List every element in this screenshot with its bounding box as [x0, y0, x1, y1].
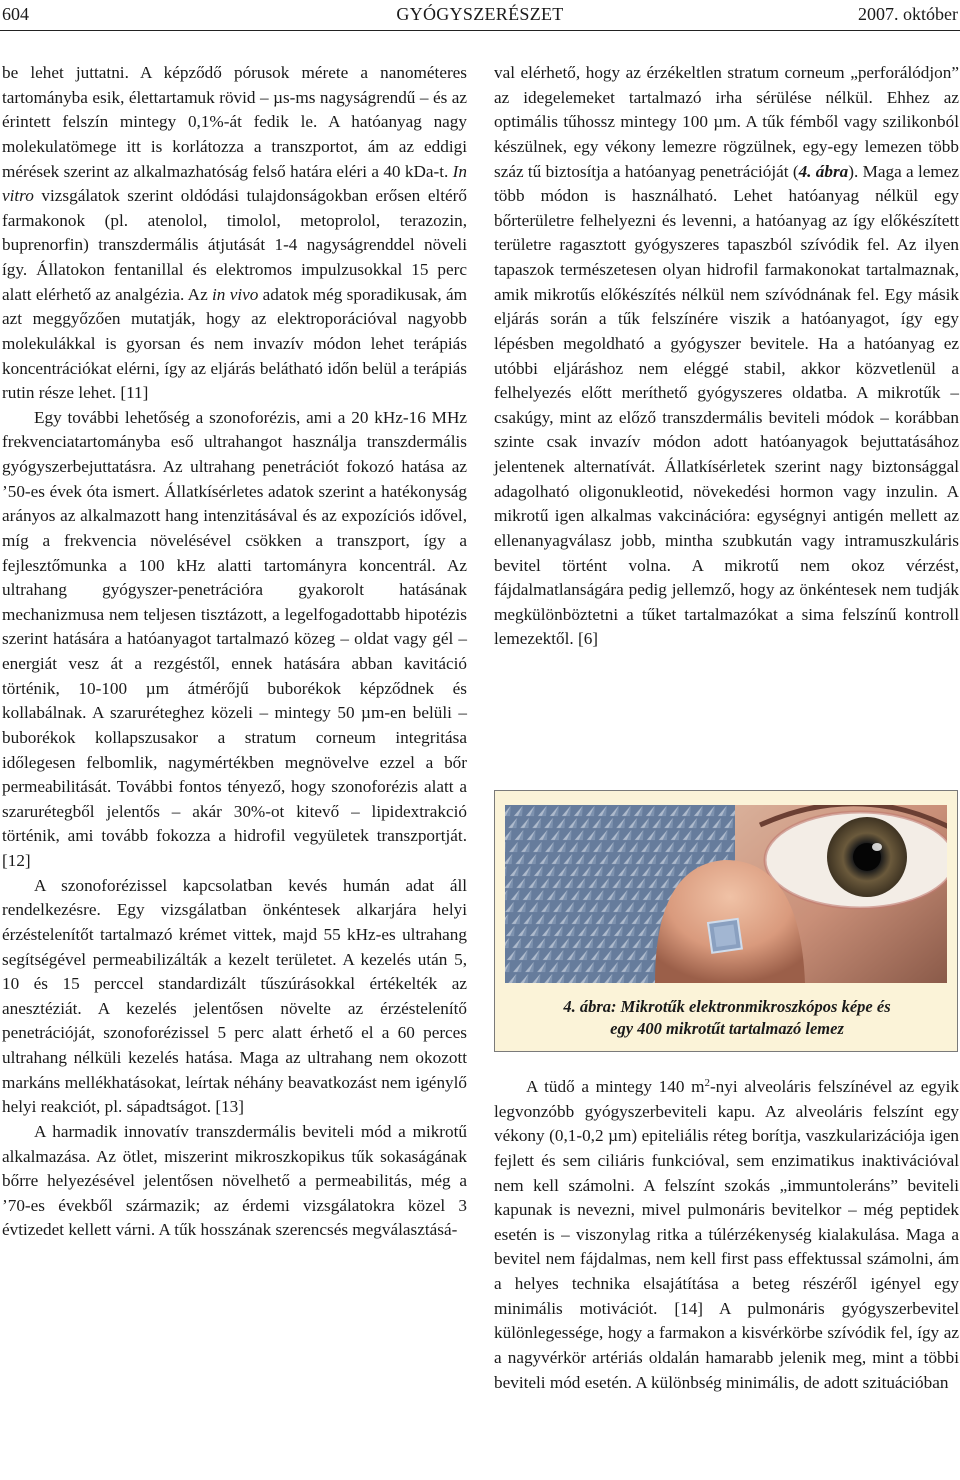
journal-title: GYÓGYSZERÉSZET	[396, 4, 564, 24]
header-rule	[0, 30, 960, 31]
paragraph-microneedle: A harmadik innovatív transzdermális beviteli mód a mikrotű alkalmazása. Az ötlet, miszerint mikroszkopikus tűk sokaságának bőrre helyezésével jelentősen növelhető a permeabilitás, még a ’70-es évekből származik; az érdemi vizsgálatokra közel 3 évtizedet kellett várni. A tűk hosszának szerencsés megválasztásá-	[2, 1121, 467, 1240]
page-number: 604	[2, 4, 29, 24]
paragraph-pulmonary: A tüdő a mintegy 140 $m^2$-nyi alveoláris felszínével az egyik legvonzóbb gyógyszerbeviteli kapu. Az alveoláris felszínt egy vékony (0,1-0,2 µm) epiteliális réteg borítja, vaszkularizációja igen fejlett és sem ciliáris funkcióval, sem enzimatikus inaktivációval nem kell számolni. A felszínt szokás „immuntoleráns” beviteli kapunak is nevezni, mivel pulmonáris bevitelkor – még peptidek esetén is – viszonylag ritka a túlérzékenység kialakulása. Maga a bevitel nem fájdalmas, nem kell first pass effektussal számolni, ám a helyes technika elsajátítása a beteg részéről igényel egy minimális motivációt. [14] A pulmonáris gyógyszerbevitel különlegessége, hogy a farmakon a kisvérkörbe szívódik fel, így az a nagyvérkör artériás oldalán hamarabb jelenik meg, mint a többi beviteli mód esetén. A különbség minimális, de adott szituációban	[494, 1077, 959, 1392]
issue-date: 2007. október	[858, 4, 958, 24]
paragraph-sonophoresis-human: A szonoforézissel kapcsolatban kevés humán adat áll rendelkezésre. Egy vizsgálatban önkéntesek alkarjára helyi érzéstelenítőt tartalmazó krémet vittek, majd 55 kHz-es ultrahang segítségével permeabilizálták a kezelt területet. A kezelés után 5, 10 és 15 perccel standardizált tűszúrásokkal értékelték az anesztéziát. A kezelés jelentősen növelte az érzéstelenítő penetrációját, szonoforézissel 5 perc alatt érhető el a 60 perces ultrahang nélküli kezelés hatása. Maga az ultrahang nem okozott markáns mellékhatásokat, leírtak néhány beavatkozást nem igénylő helyi reakciót, pl. sápadtságot. [13]	[2, 875, 467, 1117]
page-header	[0, 0, 960, 30]
paragraph-sonophoresis: Egy további lehetőség a szonoforézis, ami a 20 kHz-16 MHz frekvenciatartományba eső ultrahangot használja transzdermális gyógyszerbejuttatásra. Az ultrahang penetrációt fokozó hatása az ’50-es évek óta ismert. Állatkísérletes adatok szerint a hatékonyság arányos az alkalmazott hang intenzitásával és az expozíciós idővel, míg a frekvencia növelésével csökken a transzport, így a fejlesztőmunka a 100 kHz alatti tartományra koncentrál. Az ultrahang gyógyszer-penetrációra gyakorolt hatásának mechanizmusa nem teljesen tisztázott, a legelfogadottabb hipotézis szerint hatására a hatóanyagot tartalmazó közeg – oldat vagy gél – energiát vesz át a rezgéstől, ennek hatására abban kavitáció történik, 10-100 µm átmérőjű buborékok képződnek és kollabálnak. A szaruréteghez közeli – mintegy 50 µm-en belüli – buborékok kollapszusakor a stratum corneum integritása időlegesen felbomlik, nagymértékben megnövelve ezzel a bőr permeabilitását. További fontos tényező, hogy szonoforézis alatt a szarurétegből jelentős – akár 30%-ot kitevő – lipidextrakció történik, ami tovább fokozza a hidrofil vegyületek transzportját. [12]	[2, 407, 467, 870]
right-column-bottom	[494, 1075, 959, 1395]
figure-reference[interactable]: 4. ábra	[798, 161, 849, 181]
right-column-top	[494, 61, 959, 652]
figure-4	[494, 790, 958, 1052]
paragraph-microneedle-cont: val elérhető, hogy az érzékeltlen stratum corneum „perforálódjon” az idegelemeket tartalmazó irha sérülése nélkül. Ehhez az optimális tűhossz mintegy 100 µm. A tűk fémből vagy szilikonból készülnek, egy vékony lemezre rögzülnek, egy-egy lemezen több száz tű biztosítja a hatóanyag penetrációját (4. ábra). Maga a lemez több módon is használható. Lehet hatóanyag nélkül egy bőrterületre felhelyezni és levenni, a hatóanyag az így előkészített területre ragasztott gyógyszeres tapaszból szívódik fel. Az ilyen tapaszok természetesen olyan hidrofil farmakonokat tartalmaznak, amik mikrotűs előkészítés nélkül nem szívódnának fel. Egy másik eljárás során a tűk felszínére viszik a hatóanyagot, így egy lépésben megoldható a gyógyszer bevitele. Ha a hatóanyag ez utóbbi eljáráshoz nem eléggé stabil, akkor közvetlenül a felhelyezés előtt meríthető gyógyszeres oldatba. A mikrotűk – csakúgy, mint az előző transzdermális beviteli módok – korábban szinte csak invazív módon adott hatóanyagok bejuttatásához jelentenek alternatívát. Állatkísérletek szerint nagy biztonsággal adagolható oligonukleotid, növekedési hormon vagy inzulin. A mikrotű igen alkalmas vakcinációra: egységnyi antigén mellett az ellenanyagválasz jobb, mintha szubkután vagy intramuszkuláris bevitel történt volna. A mikrotű nem okoz vérzést, fájdalmatlanságára pedig jellemző, hogy az önkéntesek nem tudják megkülönböztetni a tűket tartalmazókat a sima felszínű kontroll lemezektől. [6]	[494, 63, 959, 649]
microneedle-photo-icon	[505, 805, 947, 983]
paragraph-electroporation: be lehet juttatni. A képződő pórusok mérete a nanométeres tartományba esik, élettartamuk rövid – µs-ms nagyságrendű – és az érintett felszín mintegy 0,1%-át fedik le. A hatóanyag nagy molekulatömege itt is korlátozza a transzportot, ám az eddigi mérések szerint az alkalmazhatóság felső határa eléri a 40 kDa-t. In vitro vizsgálatok szerint oldódási tulajdonságokban erősen eltérő farmakonok (pl. atenolol, timolol, metoprolol, terazozin, buprenorfin) transzdermális átjutását 1-4 nagyságrenddel növeli így. Állatokon fentanillal és elektromos impulzusokkal 15 perc alatt elérhető az analgézia. Az in vivo adatok még sporadikusak, ám azt meggyőzően mutatják, hogy az elektroporációval nagyobb molekulákkal is gyorsan és nem invazív módon lehet terápiás koncentrációkat elérni, így az eljárás belátható időn belül a terápiás rutin része lehet. [11]	[2, 63, 467, 403]
figure-caption: 4. ábra: Mikrotűk elektronmikroszkópos képe és egy 400 mikrotűt tartalmazó lemez	[563, 997, 891, 1038]
left-column	[2, 61, 467, 1243]
